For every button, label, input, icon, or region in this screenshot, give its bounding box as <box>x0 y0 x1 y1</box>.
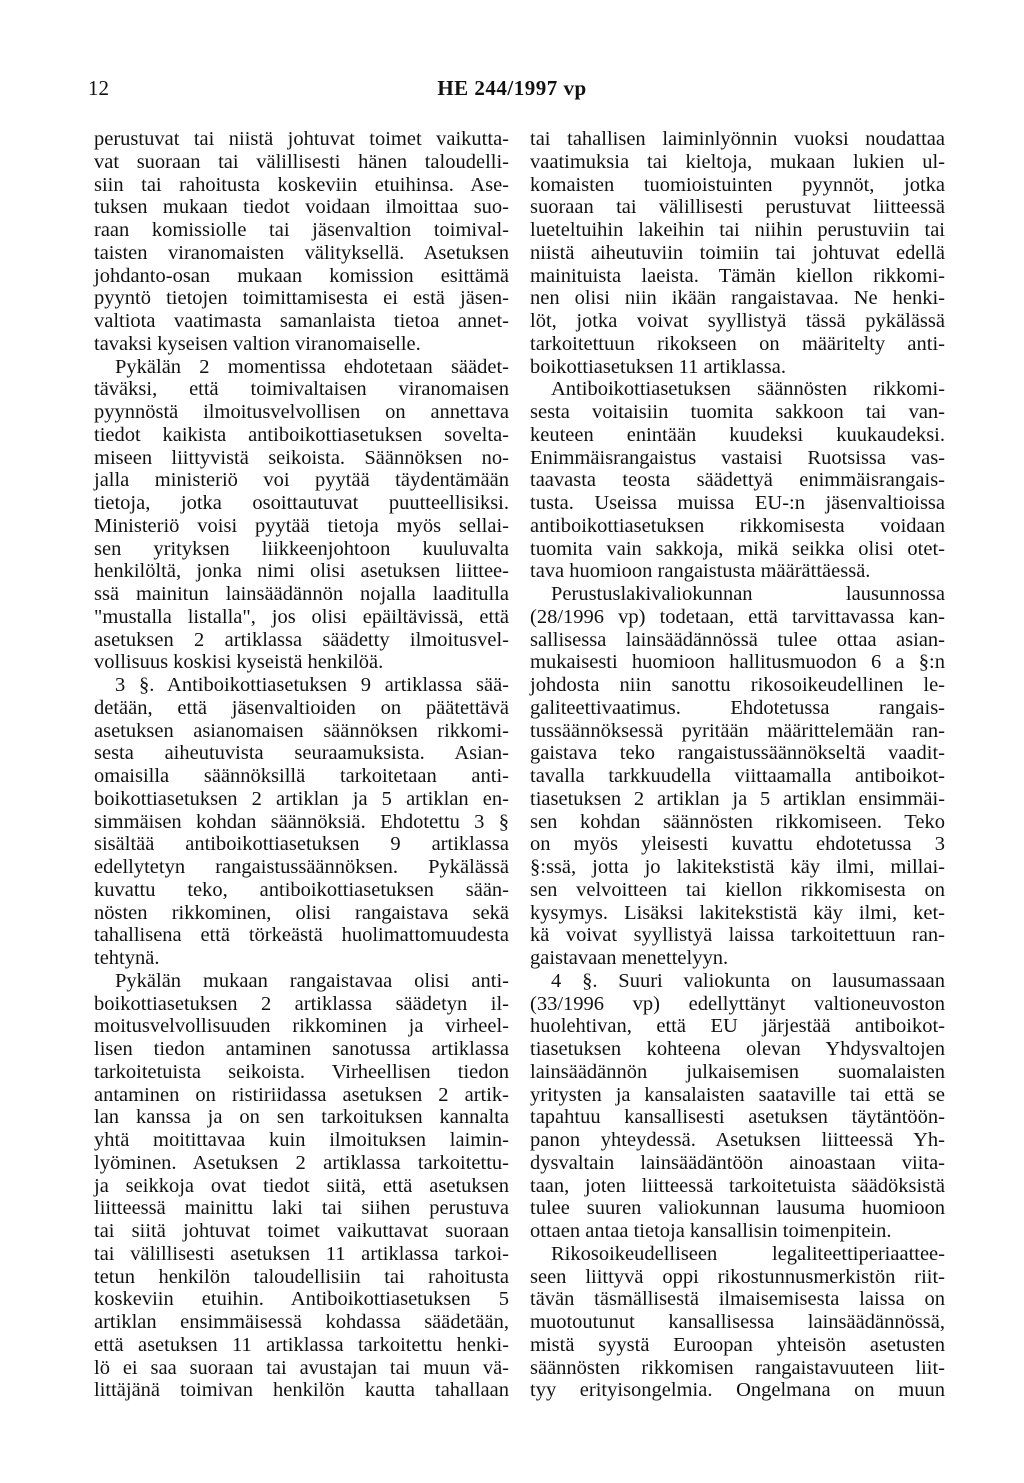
text-line: lyöminen. Asetuksen 2 artiklassa tarkoitettu- <box>94 1151 509 1174</box>
text-line: henkilöltä, jonka nimi olisi asetuksen liittee- <box>94 560 509 583</box>
text-line: sen yrityksen liikkeenjohtoon kuuluvalta <box>94 537 509 560</box>
page-header <box>0 76 1024 106</box>
text-line: panon yhteydessä. Asetuksen liitteessä Yh- <box>530 1129 945 1151</box>
text-line: tussäännöksessä pyritään määrittelemään ran- <box>530 719 945 742</box>
text-line: galiteettivaatimus. Ehdotetussa rangais- <box>530 696 945 719</box>
text-line: antaminen on ristiriidassa asetuksen 2 artik- <box>94 1083 509 1106</box>
text-line: lö ei saa suoraan tai avustajan tai muun vä- <box>94 1356 509 1379</box>
text-line: tiasetuksen kohteena olevan Yhdysvaltojen <box>530 1038 945 1060</box>
text-line: tävän täsmällisestä ilmaisemisesta laissa on <box>530 1288 945 1311</box>
text-line: asetuksen 2 artiklassa säädetty ilmoitusvel- <box>94 628 509 651</box>
text-line: mistä syystä Euroopan yhteisön asetusten <box>530 1333 945 1356</box>
text-line: huolehtivan, että EU järjestää antiboikot- <box>530 1015 945 1038</box>
text-line: sen velvoitteen tai kiellon rikkomisesta on <box>530 878 945 901</box>
page-number: 12 <box>88 76 109 100</box>
text-line: kä voivat syyllistyä laissa tarkoitettuun ran- <box>530 924 945 947</box>
text-line: kuvattu teko, antiboikottiasetuksen sään- <box>94 878 509 901</box>
text-line: lainsäädännön julkaisemisen suomalaisten <box>530 1060 945 1083</box>
text-line: sen kohdan säännösten rikkomiseen. Teko <box>530 810 945 833</box>
text-line: mukaisesti huomioon hallitusmuodon 6 a §:n <box>530 651 945 674</box>
text-line: (28/1996 vp) todetaan, että tarvittavassa kan- <box>530 605 945 628</box>
text-line: taan, joten liitteessä tarkoitetuista säädöksistä <box>530 1174 945 1197</box>
text-line: tetun henkilön taloudellisiin tai rahoitusta <box>94 1265 509 1288</box>
text-line: "mustalla listalla", jos olisi epäiltävissä, että <box>94 605 509 628</box>
text-line: sallisessa lainsäädännössä tulee ottaa asian- <box>530 628 945 651</box>
text-line: tietoja, jotka osoittautuvat puutteellisiksi. <box>94 492 509 514</box>
text-line: tehtynä. <box>94 947 160 969</box>
text-line: että asetuksen 11 artiklassa tarkoitettu henki- <box>94 1333 509 1356</box>
text-line: jalla ministeriö voi pyytää täydentämään <box>94 469 509 492</box>
text-line: nösten rikkominen, olisi rangaistava sekä <box>94 901 509 924</box>
text-line: koskeviin etuihin. Antiboikottiasetuksen 5 <box>94 1288 509 1311</box>
text-line: ssä mainitun lainsäädännön nojalla laaditulla <box>94 583 509 605</box>
text-line: suoraan tai välillisesti perustuvat liitteessä <box>530 196 945 219</box>
text-line: Rikosoikeudelliseen legaliteettiperiaattee- <box>551 1242 945 1265</box>
text-line: täväksi, että toimivaltaisen viranomaisen <box>94 378 509 401</box>
text-line: Pykälän mukaan rangaistavaa olisi anti- <box>115 969 509 992</box>
text-line: Perustuslakivaliokunnan lausunnossa <box>551 583 945 605</box>
text-line: yhtä moitittavaa kuin ilmoituksen laimin- <box>94 1129 509 1151</box>
text-line: sesta voitaisiin tuomita sakkoon tai van- <box>530 401 945 423</box>
text-line: liitteessä mainittu laki tai siihen perustuva <box>94 1197 509 1220</box>
text-line: vaatimuksia tai kieltoja, mukaan lukien ul- <box>530 150 945 173</box>
text-line: yritysten ja kansalaisten saataville tai että se <box>530 1083 945 1106</box>
text-line: seen liittyvä oppi rikostunnusmerkistön riit- <box>530 1265 945 1288</box>
text-line: tulee suuren valiokunnan lausuma huomioon <box>530 1197 945 1220</box>
text-line: nen olisi niin ikään rangaistavaa. Ne henki- <box>530 287 945 310</box>
text-line: sesta aiheutuvista seuraamuksista. Asian- <box>94 742 509 765</box>
text-line: gaistava teko rangaistussäännökseltä vaadit- <box>530 742 945 765</box>
text-line: tai siitä johtuvat toimet vaikuttavat suoraan <box>94 1220 509 1242</box>
text-line: boikottiasetuksen 11 artiklassa. <box>530 355 787 378</box>
text-line: mainituista laeista. Tämän kiellon rikkomi- <box>530 264 945 287</box>
text-line: (33/1996 vp) edellyttänyt valtioneuvoston <box>530 992 945 1015</box>
left-text-column <box>94 128 509 1402</box>
text-line: tahallisena että törkeästä huolimattomuudesta <box>94 924 509 947</box>
text-line: tai tahallisen laiminlyönnin vuoksi noudattaa <box>530 128 945 150</box>
text-line: lan kanssa ja on sen tarkoituksen kannalta <box>94 1106 509 1129</box>
text-line: taavasta teosta säädettyä enimmäisrangais- <box>530 469 945 492</box>
text-line: miseen liittyvistä seikoista. Säännöksen no- <box>94 446 509 469</box>
text-line: pyyntö tietojen toimittamisesta ei estä jäsen- <box>94 287 509 310</box>
text-line: artiklan ensimmäisessä kohdassa säädetään, <box>94 1311 509 1333</box>
text-line: 3 §. Antiboikottiasetuksen 9 artiklassa sää- <box>115 674 509 696</box>
text-line: on myös yleisesti kuvattu ehdotetussa 3 <box>530 833 945 856</box>
text-line: edellytetyn rangaistussäännöksen. Pykälässä <box>94 856 509 878</box>
text-line: tai välillisesti asetuksen 11 artiklassa tarkoi- <box>94 1242 509 1265</box>
text-line: raan komissiolle tai jäsenvaltion toimival- <box>94 219 509 241</box>
text-line: dysvaltain lainsäädäntöön ainoastaan viita- <box>530 1151 945 1174</box>
text-line: siin tai rahoitusta koskeviin etuihinsa. Ase- <box>94 173 509 196</box>
text-line: tavalla tarkkuudella viittaamalla antiboikot- <box>530 765 945 787</box>
text-line: lueteltuihin lakeihin tai niihin perustuviin tai <box>530 219 945 241</box>
text-line: lisen tiedon antaminen sanotussa artiklassa <box>94 1038 509 1060</box>
text-line: säännösten rikkomisen rangaistavuuteen liit- <box>530 1356 945 1379</box>
text-line: tusta. Useissa muissa EU-:n jäsenvaltioissa <box>530 492 945 514</box>
running-title: HE 244/1997 vp <box>437 76 587 100</box>
text-line: niistä aiheutuviin toimiin tai johtuvat edellä <box>530 241 945 264</box>
text-line: tarkoitetuista seikoista. Virheellisen tiedon <box>94 1060 509 1083</box>
text-line: antiboikottiasetuksen rikkomisesta voidaan <box>530 514 945 537</box>
text-line: detään, että jäsenvaltioiden on päätettävä <box>94 696 509 719</box>
text-line: johdanto-osan mukaan komission esittämä <box>94 264 509 287</box>
text-line: Enimmäisrangaistus vastaisi Ruotsissa vas- <box>530 446 945 469</box>
text-line: keuteen enintään kuudeksi kuukaudeksi. <box>530 423 945 446</box>
text-line: ja seikkoja ovat tiedot siitä, että asetuksen <box>94 1174 509 1197</box>
text-line: Ministeriö voisi pyytää tietoja myös sellai- <box>94 514 509 537</box>
text-line: omaisilla säännöksillä tarkoitetaan anti- <box>94 765 509 787</box>
text-line: tyy erityisongelmia. Ongelmana on muun <box>530 1379 945 1402</box>
text-line: tuksen mukaan tiedot voidaan ilmoittaa suo- <box>94 196 509 219</box>
text-line: tuomita vain sakkoja, mikä seikka olisi otet- <box>530 537 945 560</box>
text-line: valtiota vaatimasta samanlaista tietoa annet- <box>94 310 509 332</box>
text-line: tava huomioon rangaistusta määrättäessä. <box>530 560 871 583</box>
text-line: gaistavaan menettelyyn. <box>530 947 729 969</box>
text-line: pyynnöstä ilmoitusvelvollisen on annettava <box>94 401 509 423</box>
right-text-column <box>530 128 945 1402</box>
text-line: perustuvat tai niistä johtuvat toimet vaikutta- <box>94 128 509 150</box>
text-line: tavaksi kyseisen valtion viranomaiselle. <box>94 332 421 355</box>
text-line: moitusvelvollisuuden rikkominen ja virheel- <box>94 1015 509 1038</box>
text-line: muotoutunut kansallisessa lainsäädännössä, <box>530 1311 945 1333</box>
text-line: komaisten tuomioistuinten pyynnöt, jotka <box>530 173 945 196</box>
text-line: tiasetuksen 2 artiklan ja 5 artiklan ensimmäi- <box>530 787 945 810</box>
text-line: sisältää antiboikottiasetuksen 9 artiklassa <box>94 833 509 856</box>
text-line: tapahtuu kansallisesti asetuksen täytäntöön- <box>530 1106 945 1129</box>
text-line: vollisuus koskisi kyseistä henkilöä. <box>94 651 384 674</box>
text-line: littäjänä toimivan henkilön kautta tahallaan <box>94 1379 509 1402</box>
text-line: boikottiasetuksen 2 artiklassa säädetyn il- <box>94 992 509 1015</box>
text-line: 4 §. Suuri valiokunta on lausumassaan <box>551 969 945 992</box>
text-line: boikottiasetuksen 2 artiklan ja 5 artiklan en- <box>94 787 509 810</box>
text-line: vat suoraan tai välillisesti hänen taloudelli- <box>94 150 509 173</box>
text-line: tiedot kaikista antiboikottiasetuksen sovelta- <box>94 423 509 446</box>
text-line: ottaen antaa tietoja kansallisin toimenpitein. <box>530 1220 892 1242</box>
text-line: taisten viranomaisten välityksellä. Asetuksen <box>94 241 509 264</box>
text-line: asetuksen asianomaisen säännöksen rikkomi- <box>94 719 509 742</box>
text-line: kysymys. Lisäksi lakitekstistä käy ilmi, ket- <box>530 901 945 924</box>
text-line: johdosta niin sanottu rikosoikeudellinen le- <box>530 674 945 696</box>
text-line: tarkoitettuun rikokseen on määritelty anti- <box>530 332 945 355</box>
text-line: simmäisen kohdan säännöksiä. Ehdotettu 3 § <box>94 810 509 833</box>
text-line: Pykälän 2 momentissa ehdotetaan säädet- <box>115 355 509 378</box>
text-line: Antiboikottiasetuksen säännösten rikkomi- <box>551 378 945 401</box>
text-line: löt, jotka voivat syyllistyä tässä pykälässä <box>530 310 945 332</box>
text-line: §:ssä, jotta jo lakitekstistä käy ilmi, millai- <box>530 856 945 878</box>
